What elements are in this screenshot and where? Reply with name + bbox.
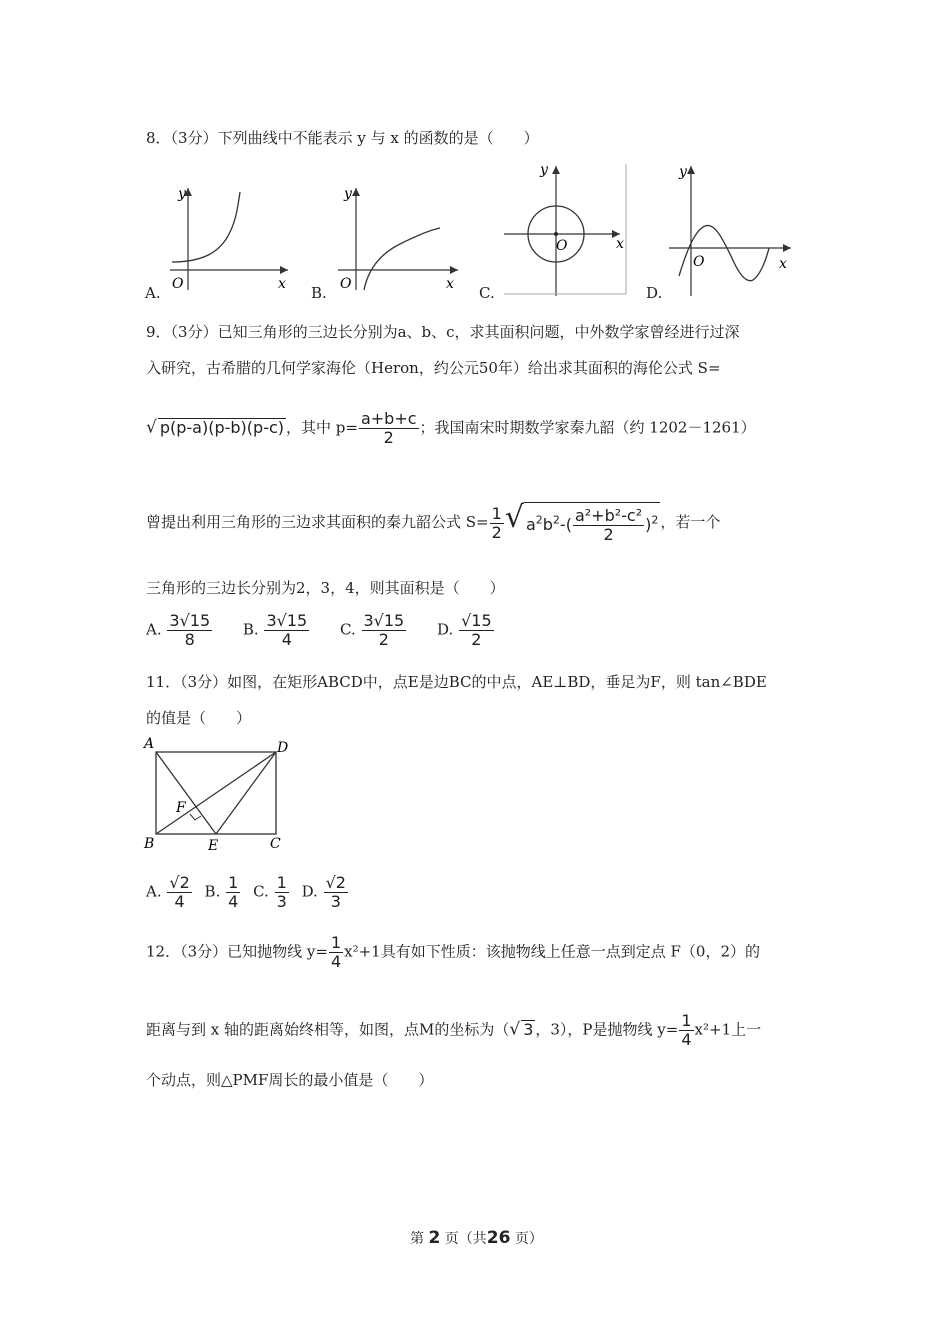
q11-option-d-label: D. xyxy=(301,882,318,901)
q9-option-b-den: 4 xyxy=(281,630,292,649)
qin-inner-fraction xyxy=(573,507,644,544)
q12-x2-2: x²+1 xyxy=(694,1020,732,1039)
q11-option-b-label: B. xyxy=(204,882,221,901)
qin-b: b xyxy=(542,515,553,534)
q12-line1 xyxy=(146,934,760,971)
footer-total-pages: 26 xyxy=(486,1228,511,1248)
qin-radicand: $a^2b^2-$( $\frac{\text{a²+b²-c²}}{2}$ )$^2$ xyxy=(524,502,660,544)
q12-frac-2-num: 1 xyxy=(681,1011,692,1030)
p-fraction xyxy=(359,410,419,447)
q11-option-d[interactable] xyxy=(324,874,348,911)
q8d-origin: O xyxy=(693,254,705,270)
q9-option-a-label: A. xyxy=(146,620,162,639)
q12-sqrt3: 3 xyxy=(523,1019,534,1039)
q11-options xyxy=(146,874,349,911)
half-den: 2 xyxy=(491,522,502,542)
q8a-x-label: x xyxy=(278,276,286,292)
q11-option-b-den: 4 xyxy=(228,892,239,911)
qin-a-exp: 2 xyxy=(535,513,543,527)
q8d-y-label: y xyxy=(679,164,687,180)
q12-frac-1-num: 1 xyxy=(330,933,342,952)
q8c-origin: O xyxy=(556,238,568,254)
q12-line2-head: 距离与到 x 轴的距离始终相等，如图，点M的坐标为（ xyxy=(146,1020,510,1039)
q8b-origin: O xyxy=(340,276,352,292)
q12-line3: 个动点，则△PMF周长的最小值是（ ） xyxy=(146,1071,434,1089)
q9-line3 xyxy=(146,410,756,447)
q9-mid-text: ，其中 p= xyxy=(286,418,358,437)
half-fraction xyxy=(490,505,504,542)
point-d-label: D xyxy=(277,740,289,756)
q12-line2-tail: 上一 xyxy=(731,1020,762,1039)
q8-label-d: D. xyxy=(646,284,663,302)
footer-page-number: 2 xyxy=(428,1228,441,1248)
q11-option-a-label: A. xyxy=(146,882,162,901)
q12-x2-1: x²+1 xyxy=(344,942,381,961)
q9-option-c-label: C. xyxy=(340,620,356,639)
q8-graph-c xyxy=(500,160,632,300)
q8b-x-label: x xyxy=(446,276,454,292)
qin-a: a xyxy=(525,515,536,534)
q8b-y-label: y xyxy=(344,186,352,202)
point-e-label: E xyxy=(208,838,219,854)
qin-outer-exp: 2 xyxy=(651,513,659,527)
q9-line3-tail: ；我国南宋时期数学家秦九韶（约 1202－1261） xyxy=(419,418,756,437)
radical-sign-large: √ xyxy=(504,500,524,535)
q12-line2-mid: ，3），P是抛物线 y= xyxy=(535,1020,679,1039)
p-num: a+b+c xyxy=(360,409,417,428)
q8-graph-d xyxy=(665,160,800,300)
p-den: 2 xyxy=(383,428,394,447)
q11-option-a-num: √2 xyxy=(169,873,190,892)
q12-line1-head: 12．（3分）已知抛物线 y= xyxy=(146,942,328,961)
q12-line1-tail: 具有如下性质：该抛物线上任意一点到定点 F（0，2）的 xyxy=(380,942,760,961)
q9-option-c-num: 3√15 xyxy=(363,611,405,630)
qin-minus: - xyxy=(559,515,566,534)
q9-line4-head: 曾提出利用三角形的三边求其面积的秦九韶公式 S= xyxy=(146,513,489,531)
q9-line4 xyxy=(146,500,720,544)
q9-option-a[interactable] xyxy=(167,612,212,649)
q8-stem: 8．（3分）下列曲线中不能表示 y 与 x 的函数的是（ ） xyxy=(146,129,539,147)
point-f-label: F xyxy=(176,800,186,816)
point-a-label: A xyxy=(144,736,155,752)
footer-post: 页） xyxy=(514,1231,543,1247)
footer-mid: 页（共 xyxy=(444,1231,487,1247)
q8a-y-label: y xyxy=(178,186,186,202)
q11-option-a-den: 4 xyxy=(174,892,185,911)
q8d-x-label: x xyxy=(779,256,787,272)
q9-option-d-den: 2 xyxy=(471,630,482,649)
qin-inner-den: 2 xyxy=(603,525,614,544)
q11-line2: 的值是（ ） xyxy=(146,709,252,727)
half-num: 1 xyxy=(491,503,502,523)
radical-sign-q12: √ xyxy=(509,1019,521,1040)
q12-frac-1-den: 4 xyxy=(330,952,342,971)
q11-option-b-num: 1 xyxy=(228,873,239,892)
q9-option-c[interactable] xyxy=(362,612,407,649)
q9-line4-tail: ，若一个 xyxy=(660,513,721,531)
q11-option-c-den: 3 xyxy=(276,892,287,911)
q9-option-b[interactable] xyxy=(264,612,309,649)
q11-rectangle-figure xyxy=(140,732,300,857)
q11-option-d-den: 3 xyxy=(330,892,341,911)
q12-line2 xyxy=(146,1012,761,1049)
q9-option-d-label: D. xyxy=(437,620,454,639)
qin-inner-num: a²+b²-c² xyxy=(574,506,643,525)
q8-label-a: A. xyxy=(145,284,161,302)
q12-frac-1 xyxy=(329,934,343,971)
q9-line2: 入研究，古希腊的几何学家海伦（Heron，约公元50年）给出求其面积的海伦公式 S= xyxy=(146,359,721,377)
q8-label-c: C. xyxy=(479,284,495,302)
q9-line1: 9．（3分）已知三角形的三边长分别为a、b、c，求其面积问题，中外数学家曾经进行过深 xyxy=(146,323,740,341)
q11-option-d-num: √2 xyxy=(325,873,346,892)
q8-graph-a xyxy=(160,182,300,294)
heron-radicand: p(p-a)(p-b)(p-c) xyxy=(159,417,284,437)
footer-pre: 第 xyxy=(410,1231,424,1247)
q11-option-b[interactable] xyxy=(226,874,240,911)
q12-frac-2-den: 4 xyxy=(681,1030,692,1049)
q9-option-b-label: B. xyxy=(242,620,259,639)
q9-option-a-num: 3√15 xyxy=(169,611,211,630)
q8-graph-b xyxy=(330,182,470,294)
q9-options xyxy=(146,612,495,649)
q8-label-b: B. xyxy=(311,284,327,302)
q11-line1: 11．（3分）如图，在矩形ABCD中，点E是边BC的中点，AE⊥BD，垂足为F，则 tan∠BDE xyxy=(146,673,767,691)
q8a-origin: O xyxy=(172,276,184,292)
q9-line5: 三角形的三边长分别为2，3，4，则其面积是（ ） xyxy=(146,579,505,597)
q12-frac-2 xyxy=(679,1012,693,1049)
point-b-label: B xyxy=(144,836,155,852)
q9-option-c-den: 2 xyxy=(378,630,389,649)
point-c-label: C xyxy=(270,836,281,852)
q8c-x-label: x xyxy=(616,236,624,252)
q9-option-d[interactable] xyxy=(459,612,494,649)
radical-sign: √ xyxy=(146,417,157,438)
q9-option-d-num: √15 xyxy=(461,611,492,630)
q11-option-c[interactable] xyxy=(275,874,289,911)
q11-option-c-label: C. xyxy=(253,882,269,901)
q9-option-b-num: 3√15 xyxy=(266,611,308,630)
page-footer xyxy=(410,1228,543,1248)
q9-option-a-den: 8 xyxy=(184,630,195,649)
q11-option-a[interactable] xyxy=(167,874,191,911)
qin-b-exp: 2 xyxy=(552,513,560,527)
q8c-y-label: y xyxy=(540,162,548,178)
q11-option-c-num: 1 xyxy=(276,873,287,892)
